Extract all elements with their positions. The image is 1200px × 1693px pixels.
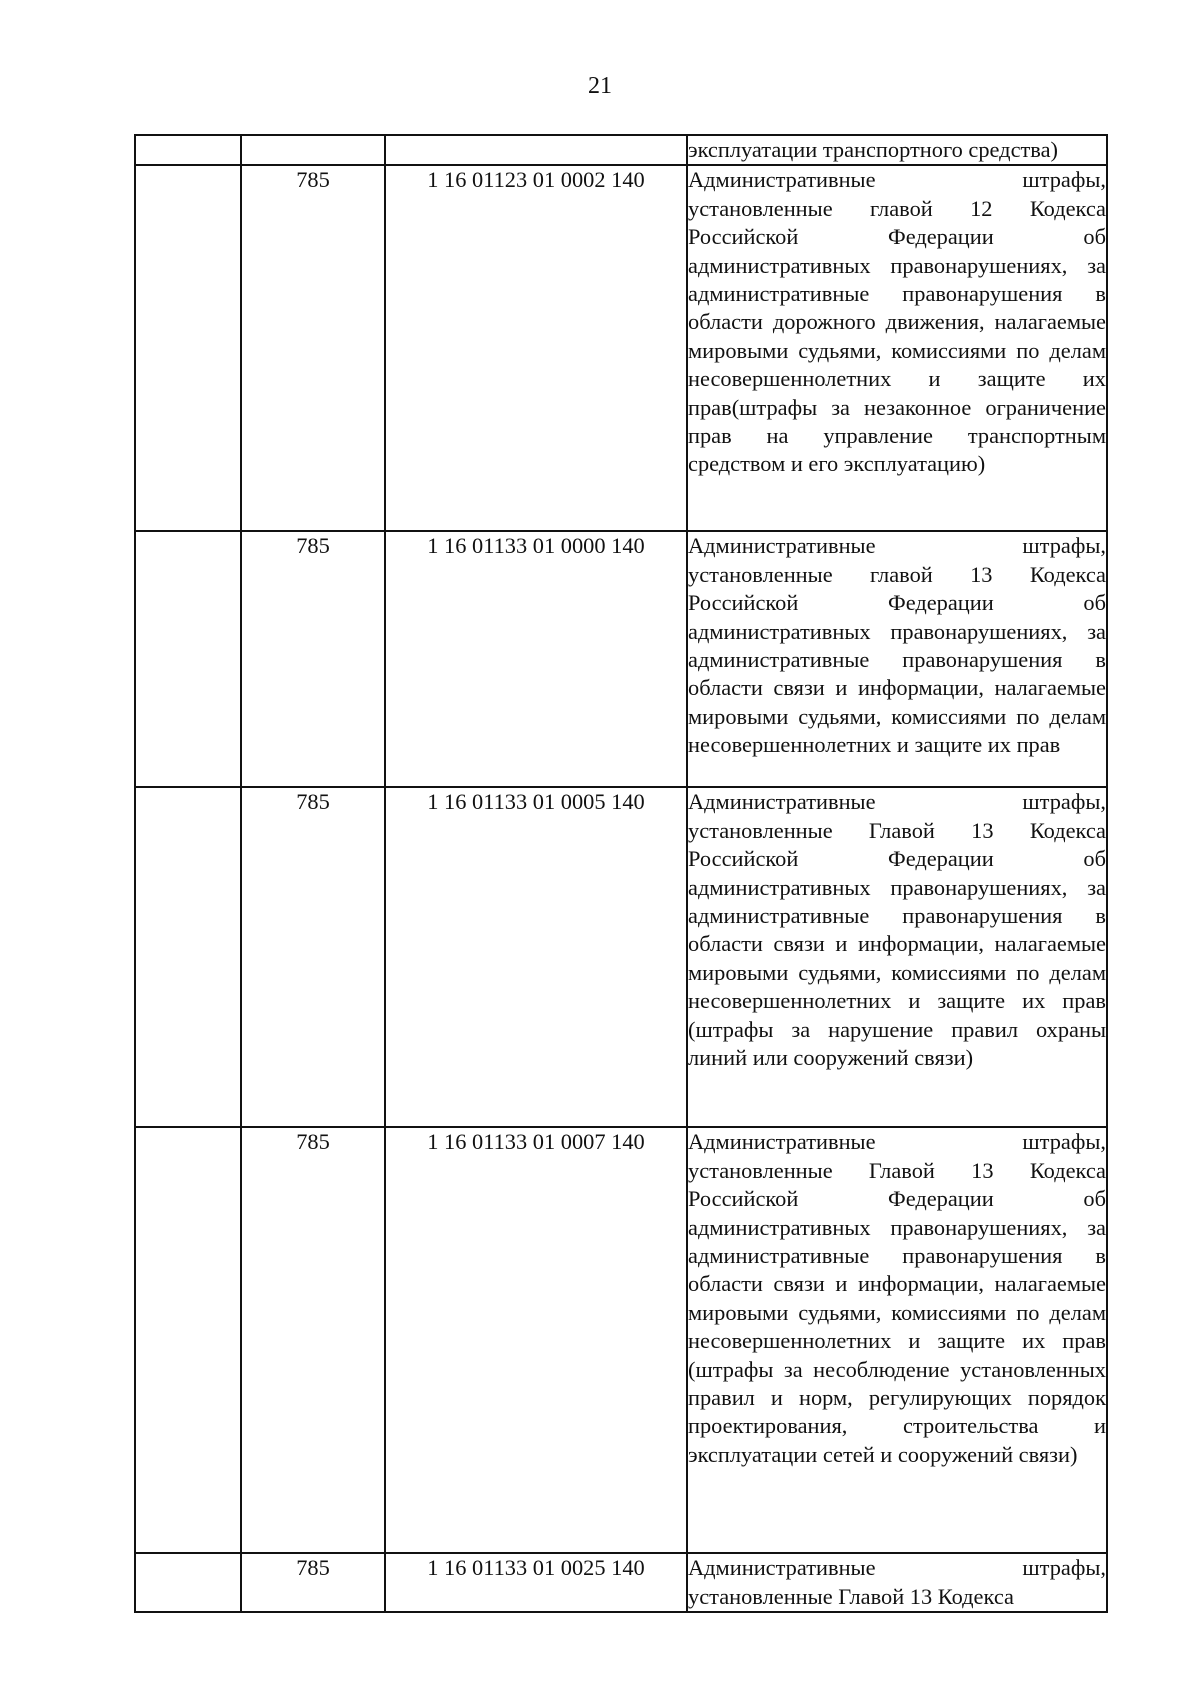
budget-code-cell: 1 16 01133 01 0000 140 — [385, 531, 687, 787]
admin-code-cell: 785 — [241, 1553, 385, 1612]
table-row — [135, 1127, 1107, 1553]
description-cell: Административные штрафы, установленные Главой 13 Кодекса — [687, 1553, 1107, 1612]
admin-code-cell: 785 — [241, 1127, 385, 1553]
description-cell: эксплуатации транспортного средства) — [687, 135, 1107, 165]
description-cell: Административные штрафы, установленные главой 13 Кодекса Российской Федерации об административных правонарушениях, за административные правонарушения в области связи и информации, налагаемые мировыми судьями, комиссиями по делам несовершеннолетних и защите их прав — [687, 531, 1107, 787]
page-number: 21 — [588, 73, 612, 99]
table-row — [135, 1553, 1107, 1612]
description-cell: Административные штрафы, установленные главой 12 Кодекса Российской Федерации об административных правонарушениях, за административные правонарушения в области дорожного движения, налагаемые мировыми судьями, комиссиями по делам несовершеннолетних и защите их прав(штрафы за незаконное ограничение прав на управление транспортным средством и его эксплуатацию) — [687, 165, 1107, 531]
admin-code-cell: 785 — [241, 787, 385, 1127]
budget-code-cell: 1 16 01133 01 0025 140 — [385, 1553, 687, 1612]
admin-code-cell: 785 — [241, 531, 385, 787]
blank-cell — [135, 787, 241, 1127]
table-row — [135, 135, 1107, 165]
description-cell: Административные штрафы, установленные Главой 13 Кодекса Российской Федерации об административных правонарушениях, за административные правонарушения в области связи и информации, налагаемые мировыми судьями, комиссиями по делам несовершеннолетних и защите их прав (штрафы за несоблюдение установленных правил и норм, регулирующих порядок проектирования, строительства и эксплуатации сетей и сооружений связи) — [687, 1127, 1107, 1553]
admin-code-cell: 785 — [241, 165, 385, 531]
budget-code-cell — [385, 135, 687, 165]
admin-code-cell — [241, 135, 385, 165]
blank-cell — [135, 135, 241, 165]
table-row — [135, 787, 1107, 1127]
blank-cell — [135, 165, 241, 531]
blank-cell — [135, 1127, 241, 1553]
budget-code-cell: 1 16 01123 01 0002 140 — [385, 165, 687, 531]
description-cell: Административные штрафы, установленные Главой 13 Кодекса Российской Федерации об административных правонарушениях, за административные правонарушения в области связи и информации, налагаемые мировыми судьями, комиссиями по делам несовершеннолетних и защите их прав (штрафы за нарушение правил охраны линий или сооружений связи) — [687, 787, 1107, 1127]
budget-code-cell: 1 16 01133 01 0005 140 — [385, 787, 687, 1127]
blank-cell — [135, 1553, 241, 1612]
blank-cell — [135, 531, 241, 787]
budget-code-cell: 1 16 01133 01 0007 140 — [385, 1127, 687, 1553]
table-row — [135, 165, 1107, 531]
table-row — [135, 531, 1107, 787]
revenue-codes-table — [134, 134, 1108, 1613]
codes-table-wrapper — [134, 134, 1106, 1608]
